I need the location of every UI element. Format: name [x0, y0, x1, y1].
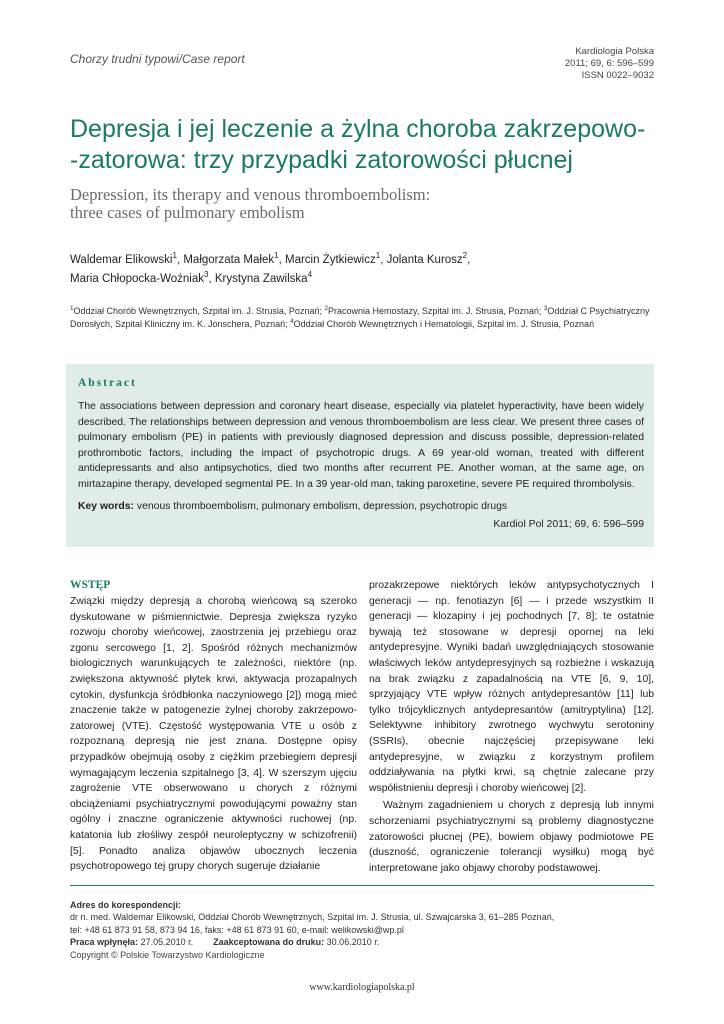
title-english-line-1: Depression, its therapy and venous thromboembolism:	[70, 185, 431, 204]
affil-sup: 2	[324, 305, 328, 312]
affiliation-1: Oddział Chorób Wewnętrznych, Szpital im. J. Strusia, Poznań;	[73, 306, 325, 316]
correspondence	[70, 899, 660, 948]
correspondence-address: dr n. med. Waldemar Elikowski, Oddział Chorób Wewnętrznych, Szpital im. J. Strusia, ul. Szwajcarska 3, 61–285 Poznań,	[70, 912, 555, 923]
title-english-line-2: three cases of pulmonary embolism	[70, 203, 305, 222]
journal-issue: 2011; 69, 6: 596–599	[564, 58, 654, 69]
footer-url: www.kardiologiapolska.pl	[309, 982, 415, 993]
title-english	[70, 186, 670, 222]
paragraph: Związki między depresją a chorobą wieńcową są szeroko dyskutowane w piśmiennictwie. Depresja zwiększa ryzyko rozwoju choroby wieńcowej, zaostrzenia jej przebiegu oraz zgonu sercowego [1, 2]. Spośród różnych mechanizmów biologicznych warunkujących te zależności, niektóre (np. zwiększona aktywność płytek krwi, aktywacja prozapalnych cytokin, dysfunkcja śródbłonka naczyniowego [2]) mogą mieć znaczenie także w patogenezie żylnej choroby zakrzepowo-zatorowej (VTE). Częstość występowania VTE u osób z rozpoznaną depresją nie jest znana. Dostępne opisy przypadków obejmują osoby z ciężkim przebiegiem depresji wymagającym leczenia szpitalnego [3, 4]. W szerszym ujęciu zagrożenie VTE obserwowano u chorych z różnymi obciążeniami psychiatrycznymi powodującymi poważny stan ogólny i znaczne ograniczenie aktywności ruchowej (np. katatonia lub złośliwy zespół neuroleptyczny w schizofrenii) [5]. Ponadto analiza objawów ubocznych leczenia psychotropowego tej grupy chorych sugeruje działanie	[70, 596, 357, 873]
author-name: Maria Chłopocka-Woźniak	[70, 273, 205, 285]
keywords-text: venous thromboembolism, pulmonary embolism, depression, psychotropic drugs	[136, 501, 508, 512]
author-affil-sup: 4	[307, 270, 313, 280]
divider	[70, 885, 654, 886]
received-label: Praca wpłynęła:	[70, 936, 139, 947]
accepted-label: Zaakceptowana do druku:	[213, 936, 325, 947]
received-date: 27.05.2010 r.	[140, 936, 194, 947]
author-affil-sup: 1	[274, 251, 279, 261]
title-polish-line-1: Depresja i jej leczenie a żylna choroba zakrzepowo-	[70, 115, 646, 143]
section-label-en: Case report	[182, 52, 245, 66]
affil-sup: 1	[70, 305, 74, 312]
correspondence-label: Adres do korespondencji:	[70, 900, 182, 910]
affiliation-3-cont: Dorosłych, Szpital Kliniczny im. K. Jonschera, Poznań;	[70, 318, 291, 329]
paragraph: Ważnym zagadnieniem u chorych z depresją lub innymi schorzeniami psychiatrycznymi są problemy diagnostyczne zatorowości płucnej (PE), bowiem objawy podmiotowe PE (duszność, ograniczenie tolerancji wysiłku) mogą być interpretowane jako objawy choroby podstawowej.	[369, 800, 654, 874]
journal-name: Kardiologia Polska	[575, 46, 654, 57]
author-affil-sup: 2	[462, 251, 468, 261]
author-name: Waldemar Elikowski	[70, 254, 173, 266]
affiliation-4: Oddział Chorób Wewnętrznych i Hematologii, Szpital im. J. Strusia, Poznań	[293, 318, 595, 329]
correspondence-contact: tel: +48 61 873 91 58, 873 94 16, faks: +48 61 873 91 60, e-mail: welikowski@wp.pl	[70, 924, 404, 935]
affiliation-2: Pracownia Hemostazy, Szpital im. J. Strusia, Poznań;	[327, 306, 544, 316]
abstract-heading: Abstract	[78, 377, 137, 389]
author-affil-sup: 1	[375, 251, 381, 261]
affiliation-3: Oddział C Psychiatryczny	[547, 306, 650, 316]
author-name: Małgorzata Małek	[183, 254, 275, 266]
abstract-text: The associations between depression and coronary heart disease, especially via platelet hyperactivity, have been widely described. The relationships between depression and venous thromboembolism are less clear. We present three cases of pulmonary embolism (PE) in patients with previously diagnosed depression and discuss possible, depression-related prothrombotic factors, including the impact of psychotropic drugs. A 69 year-old woman, treated with different antidepressants and also antipsychotics, died two months after recurrent PE. Another woman, at the same age, on mirtazapine therapy, developed segmental PE. In a 39 year-old man, taking paroxetine, severe PE required thrombolysis.	[78, 401, 644, 490]
section-label	[70, 52, 245, 66]
keywords	[78, 499, 644, 514]
affil-sup: 4	[290, 317, 294, 325]
affil-sup: 3	[543, 305, 548, 312]
author-affil-sup: 1	[172, 251, 177, 261]
paragraph: prozakrzepowe niektórych leków antypsychotycznych I generacji — np. fenotiazyn [6] — i przede wszystkim II generacji — klozapiny i jej pochodnych [7, 8]; te ostatnie bywają też stosowane w depresji opornej na leki antydepresyjne. Wyniki badań uwzględniających stosowanie właściwych leków antydepresyjnych są rozbieżne i wskazują na brak związku z zapadalnością na VTE [6, 9, 10], sprzyjający VTE wpływ różnych antydepresantów [11] lub tylko trójcyklicznych antydepresantów (amitryptylina) [12]. Selektywne inhibitory zwrotnego wychwytu serotoniny (SSRIs), obecnie najczęściej przepisywane leki antydepresyjne, w związku z korzystnym profilem oddziaływania na płytki krwi, są chętnie zalecane przy współistnieniu depresji i choroby wieńcowej [2].	[369, 580, 654, 794]
section-heading-wstep: WSTĘP	[70, 579, 111, 591]
author-name: Krystyna Zawilska	[214, 273, 308, 285]
author-affil-sup: 3	[204, 270, 209, 280]
author-list: Waldemar Elikowski$^1$, Małgorzata Małek$^1$, Marcin Żytkiewicz$^1$, Jolanta Kurosz$^2$, Maria Chłopocka-Woźniak$^3$, Krystyna Zawilska$^4$	[70, 251, 471, 285]
affiliations	[70, 305, 660, 330]
author-name: Jolanta Kurosz	[386, 254, 463, 266]
title-polish	[70, 114, 670, 176]
accepted-date: 30.06.2010 r.	[326, 936, 380, 947]
left-column	[70, 594, 357, 875]
journal-info	[434, 46, 654, 82]
citation: Kardiol Pol 2011; 69, 6: 596–599	[493, 519, 644, 530]
section-label-pl: Chorzy trudni typowi/	[70, 52, 183, 66]
keywords-label: Key words:	[78, 501, 135, 512]
title-polish-line-2: -zatorowa: trzy przypadki zatorowości płucnej	[70, 146, 573, 174]
right-column	[369, 578, 654, 876]
correspondence-dates	[70, 936, 660, 948]
journal-issn: ISSN 0022–9032	[581, 70, 654, 81]
author-name: Marcin Żytkiewicz	[284, 254, 376, 266]
copyright: Copyright © Polskie Towarzystwo Kardiologiczne	[70, 950, 265, 960]
